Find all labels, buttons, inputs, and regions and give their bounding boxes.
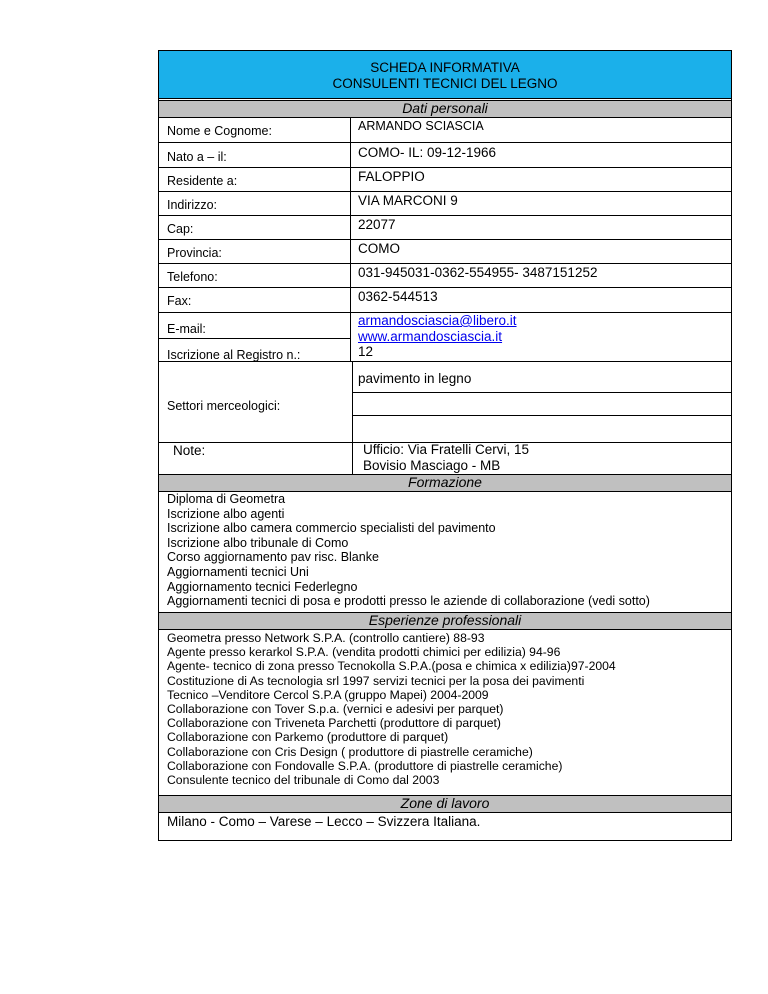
notes-label: Note: [173,443,206,458]
experience-item: Collaborazione con Fondovalle S.P.A. (produttore di piastrelle ceramiche) [167,758,563,773]
name-label: Nome e Cognome: [167,124,272,138]
email-label: E-mail: [167,322,206,336]
resident-value: FALOPPIO [358,169,425,184]
born-value: COMO- IL: 09-12-1966 [358,145,497,160]
experience-item: Agente presso kerarkol S.P.A. (vendita prodotti chimici per edilizia) 94-96 [167,645,561,660]
cap-value: 22077 [358,217,396,232]
experience-item: Collaborazione con Cris Design ( produttore di piastrelle ceramiche) [167,744,533,759]
cap-label: Cap: [167,222,194,236]
zones-text: Milano - Como – Varese – Lecco – Svizzera Italiana. [167,814,481,829]
experience-item: Agente- tecnico di zona presso Tecnokolla S.P.A.(posa e chimica x edilizia)97-2004 [167,659,616,674]
row-separator [159,142,731,143]
sector-value-1: pavimento in legno [358,371,472,386]
experience-item: Collaborazione con Parkemo (produttore di parquet) [167,730,449,745]
row-separator [159,215,731,216]
experience-item: Costituzione di As tecnologia srl 1997 servizi tecnici per la posa dei pavimenti [167,673,585,688]
row-separator [159,287,731,288]
experience-item: Geometra presso Network S.P.A. (controllo cantiere) 88-93 [167,631,485,645]
registry-value: 12 [358,344,374,359]
experience-item: Tecnico –Venditore Cercol S.P.A (gruppo Mapei) 2004-2009 [167,687,489,702]
experience-item: Collaborazione con Triveneta Parchetti (produttore di parquet) [167,716,501,731]
row-separator [352,415,731,416]
section-personal-header: Dati personali [159,100,731,118]
training-item: Corso aggiornamento pav risc. Blanke [167,550,379,565]
experience-item: Consulente tecnico del tribunale di Como dal 2003 [167,773,440,788]
title-line-1: SCHEDA INFORMATIVA [370,60,520,75]
section-experience-header: Esperienze professionali [159,612,731,630]
training-list [167,492,727,609]
info-sheet [158,50,732,841]
title-line-2: CONSULENTI TECNICI DEL LEGNO [332,76,558,91]
notes-line-2: Bovisio Masciago - MB [363,458,501,473]
training-item: Diploma di Geometra [167,492,286,506]
address-value: VIA MARCONI 9 [358,193,458,208]
row-separator [159,239,731,240]
address-label: Indirizzo: [167,198,218,212]
sectors-label: Settori merceologici: [167,399,281,413]
website-link[interactable] [358,329,502,344]
column-divider-sectors [352,361,353,442]
phone-label: Telefono: [167,270,218,284]
training-item: Iscrizione albo tribunale di Como [167,535,349,550]
born-label: Nato a – il: [167,150,227,164]
email-link-text[interactable]: armandosciascia@libero.it [358,313,517,328]
registry-label: Iscrizione al Registro n.: [167,348,301,362]
training-item: Aggiornamenti tecnici di posa e prodotti presso le aziende di collaborazione (vedi sotto) [167,594,650,609]
row-separator [159,167,731,168]
row-separator [159,191,731,192]
section-zones-header: Zone di lavoro [159,795,731,813]
training-item: Iscrizione albo agenti [167,506,285,521]
training-item: Iscrizione albo camera commercio specialisti del pavimento [167,521,496,536]
resident-label: Residente a: [167,174,238,188]
email-link[interactable] [358,313,517,328]
experience-list [167,631,727,787]
sheet-title [159,51,731,99]
province-label: Provincia: [167,246,222,260]
section-training-header: Formazione [159,474,731,492]
website-link-text[interactable]: www.armandosciascia.it [358,329,503,344]
phone-value: 031-945031-0362-554955- 3487151252 [358,265,598,280]
name-value: ARMANDO SCIASCIA [358,119,484,133]
province-value: COMO [358,241,400,256]
fax-value: 0362-544513 [358,289,438,304]
notes-line-1: Ufficio: Via Fratelli Cervi, 15 [363,442,530,457]
row-separator [159,263,731,264]
notes-value [363,442,529,474]
training-item: Aggiornamenti tecnici Uni [167,564,309,579]
row-separator [352,392,731,393]
experience-item: Collaborazione con Tover S.p.a. (vernici e adesivi per parquet) [167,702,504,717]
training-item: Aggiornamento tecnici Federlegno [167,579,358,594]
row-separator [159,338,351,339]
fax-label: Fax: [167,294,192,308]
